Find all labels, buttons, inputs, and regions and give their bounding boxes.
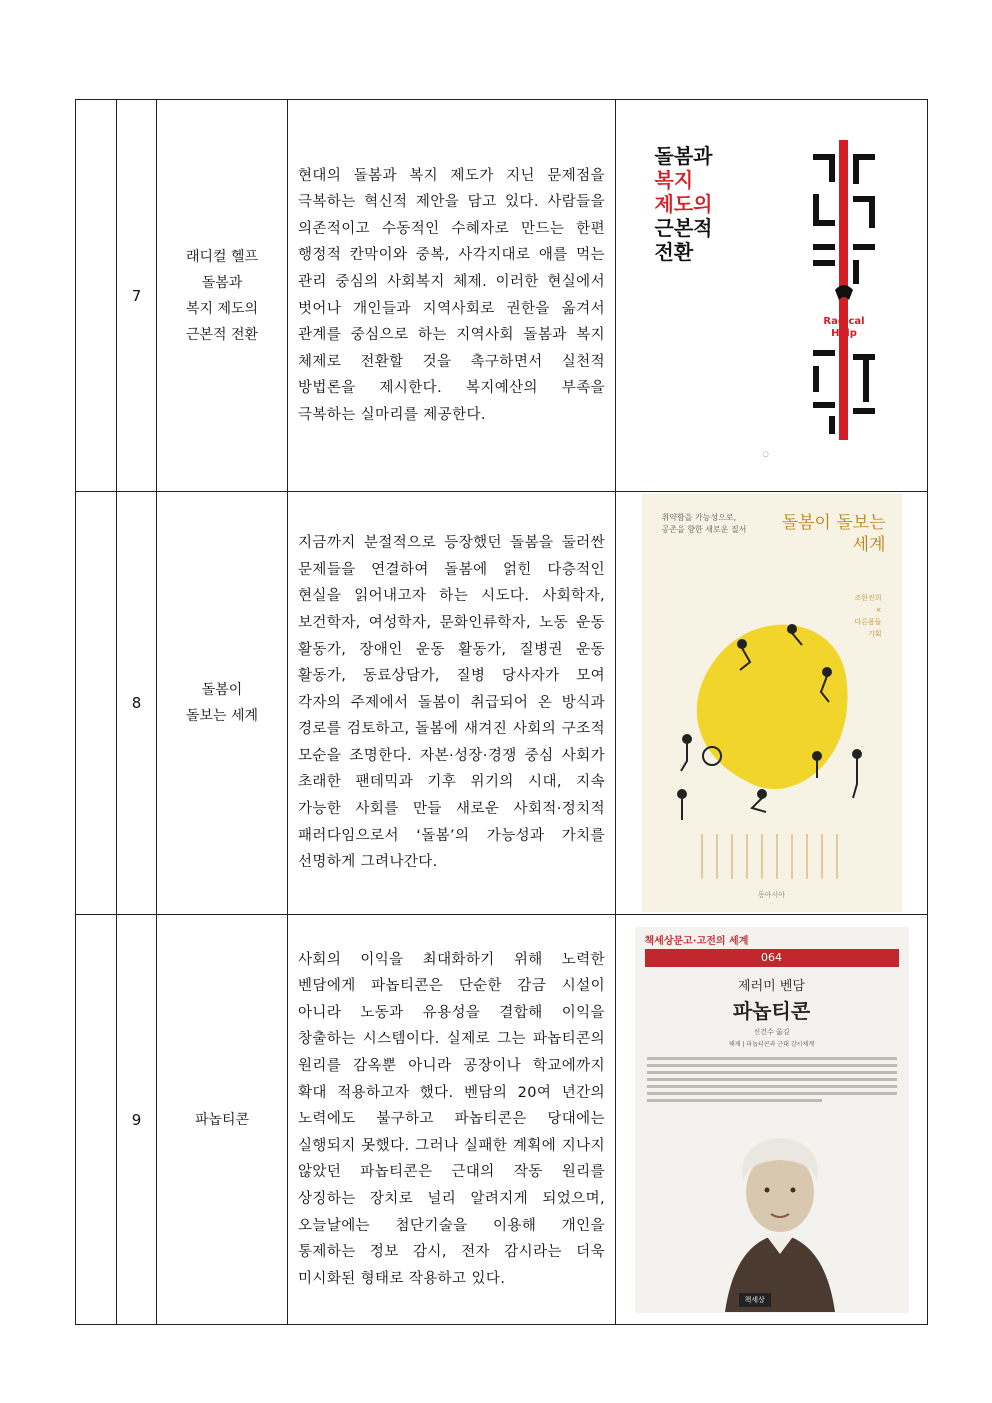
- cover-title: 돌봄과 복지 제도의 근본적 전환: [654, 143, 713, 264]
- blank-cell: [76, 100, 117, 492]
- cover-tagline: 취약함을 가능성으로, 공존을 향한 새로운 질서: [661, 513, 747, 534]
- row-number: 7: [117, 100, 157, 492]
- book-cover-image: [635, 927, 909, 1313]
- row-number: 9: [117, 915, 157, 1325]
- book-description: 사회의 이익을 최대화하기 위해 노력한 벤담에게 파놉티콘은 단순한 감금 시설이 아니라 노동과 유용성을 결합해 이익을 창출하는 시스템이다. 실제로 그는 파놉티콘의 원리를 감옥뿐 아니라 공장이나 학교에까지 확대 적용하고자 했다. 벤담의 20여 년간의 노력에도 불구하고 파놉티콘은 당대에는 실행되지 못했다. 그러나 실패한 계획에 지나지 않았던 파놉티콘은 근대의 작동 원리를 상징하는 장치로 널리 알려지게 되었으며, 오늘날에는 첨단기술을 이용해 개인을 통제하는 정보 감시, 전자 감시라는 더욱 미시화된 형태로 작용하고 있다.: [288, 915, 616, 1325]
- cover-publisher: 책세상: [739, 1293, 771, 1307]
- cover-authors: 조한진희 × 다른몸들 기획: [854, 594, 882, 638]
- cover-translator: 신건수 옮김: [753, 1027, 790, 1036]
- cover-title: 돌봄이 돌보는 세계: [781, 513, 886, 555]
- book-title: 돌봄이 돌보는 세계: [157, 492, 288, 915]
- table-row: [76, 100, 928, 492]
- cover-number: 064: [645, 949, 899, 967]
- blank-cell: [76, 492, 117, 915]
- book-table: [75, 99, 928, 1325]
- book-title: 래디컬 헬프 돌봄과 복지 제도의 근본적 전환: [157, 100, 288, 492]
- cover-body-text: [647, 1057, 897, 1106]
- cover-publisher: 동아시아: [757, 891, 786, 899]
- cover-author: 제러미 벤담: [738, 978, 805, 994]
- cover-portrait: [695, 1122, 865, 1312]
- table-row: [76, 492, 928, 915]
- blank-cell: [76, 915, 117, 1325]
- table-row: [76, 915, 928, 1325]
- cover-title: 파놉티콘: [732, 998, 811, 1023]
- book-description: 지금까지 분절적으로 등장했던 돌봄을 둘러싼 문제들을 연결하여 돌봄에 얽힌 다층적인 현실을 읽어내고자 하는 시도다. 사회학자, 보건학자, 여성학자, 문화인류학자, 노동 운동 활동가, 장애인 운동 활동가, 질병권 운동 활동가, 동료상담가, 질병 당사자가 모여 각자의 주제에서 돌봄이 취급되어 온 방식과 경로를 검토하고, 돌봄에 새겨진 사회의 구조적 모순을 조명한다. 자본·성장·경쟁 중심 사회가 초래한 팬데믹과 기후 위기의 시대, 지속 가능한 사회를 만들 새로운 사회적·정치적 패러다임으로서 ‘돌봄’의 가능성과 가치를 선명하게 그려나간다.: [288, 492, 616, 915]
- publisher-logo: ◌: [762, 449, 769, 458]
- book-cover-image: [643, 120, 901, 472]
- cover-cell: [616, 100, 928, 492]
- book-title: 파놉티콘: [157, 915, 288, 1325]
- svg-text:Help: Help: [830, 327, 857, 339]
- row-number: 8: [117, 492, 157, 915]
- cover-commentary: 해제 | 파놉티콘과 근대 감시체계: [729, 1040, 814, 1048]
- svg-text:Radical: Radical: [822, 315, 865, 327]
- cover-cell: [616, 915, 928, 1325]
- cover-illustration: [642, 494, 902, 912]
- cover-series: 책세상문고·고전의 세계: [644, 935, 749, 947]
- book-cover-image: [642, 494, 902, 912]
- cover-cell: [616, 492, 928, 915]
- book-description: 현대의 돌봄과 복지 제도가 지닌 문제점을 극복하는 혁신적 제안을 담고 있다. 사람들을 의존적이고 수동적인 수혜자로 만드는 한편 행정적 칸막이와 중복, 사각지대로 애를 먹는 관리 중심의 사회복지 체제. 이러한 현실에서 벗어나 개인들과 지역사회로 권한을 옮겨서 관계를 중심으로 하는 지역사회 돌봄과 복지 체제로 전환할 것을 촉구하면서 실천적 방법론을 제시한다. 복지예산의 부족을 극복하는 실마리를 제공한다.: [288, 100, 616, 492]
- cover-big-title-art: [809, 140, 879, 440]
